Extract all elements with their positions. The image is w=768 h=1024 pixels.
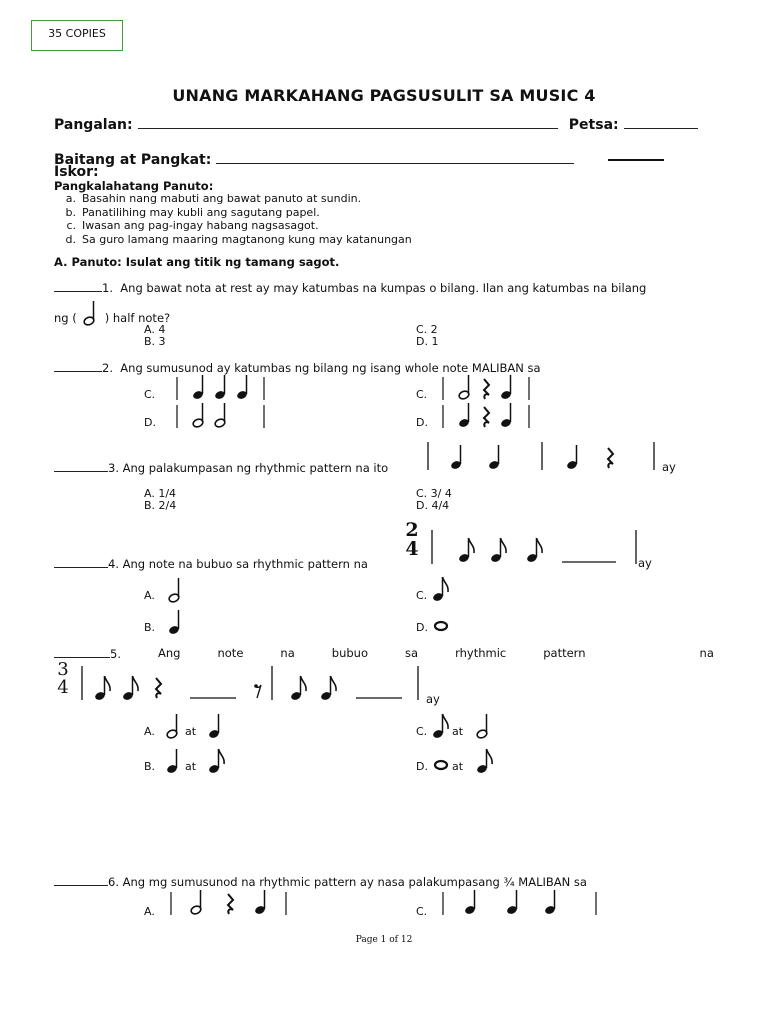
- q4-option-b: B.: [144, 621, 156, 634]
- eighth-note-icon: [204, 741, 234, 771]
- directions-list: [50, 192, 412, 246]
- q3-option-a: A. 1/4: [144, 487, 177, 500]
- q3-ay: ay: [662, 460, 676, 474]
- q3-option-b: B. 2/4: [144, 499, 177, 512]
- q4-rhythm-pattern: [424, 526, 654, 570]
- q5-option-a: A.: [144, 725, 155, 738]
- q5-option-b: B.: [144, 760, 156, 773]
- q4-option-d: D.: [416, 621, 428, 634]
- copies-label: 35 COPIES: [48, 27, 106, 40]
- date-label: Petsa: [568, 117, 614, 133]
- quarter-note-icon: [160, 606, 190, 636]
- score-label: Iskor:: [54, 164, 99, 180]
- q5-b-at: at: [185, 760, 197, 773]
- answer-blank[interactable]: [54, 556, 108, 568]
- grade-field[interactable]: [216, 150, 574, 164]
- q5-ay: ay: [426, 692, 440, 706]
- q5-c-at: at: [452, 725, 464, 738]
- q4-option-a: A.: [144, 589, 155, 602]
- date-field[interactable]: [624, 115, 698, 129]
- q3-option-d: D. 4/4: [416, 499, 450, 512]
- directions-heading: Pangkalahatang Panuto:: [54, 179, 214, 193]
- quarter-note-icon: [162, 745, 186, 775]
- score-field[interactable]: [608, 159, 664, 161]
- q6-a-notation: [164, 889, 294, 919]
- name-field[interactable]: [138, 115, 558, 129]
- q3-option-c: C. 3/ 4: [416, 487, 452, 500]
- half-note-icon: [160, 574, 190, 604]
- copies-box: [31, 20, 123, 51]
- answer-blank[interactable]: [54, 646, 110, 658]
- list-item: a. Basahin nang mabuti ang bawat panuto at sundin.: [65, 192, 362, 205]
- q2-option-d1: D.: [144, 416, 156, 429]
- question-3: 3. Ang palakumpasan ng rhythmic pattern na ito: [54, 460, 388, 475]
- list-item: c. Iwasan ang pag-ingay habang nagsasagot.: [66, 219, 319, 232]
- name-label: Pangalan:: [54, 117, 133, 133]
- q5-rhythm-pattern: [74, 662, 434, 706]
- name-row: Pangalan: Petsa:: [54, 114, 734, 133]
- q5-time-signature: 3 4: [57, 659, 69, 698]
- q2-option-d2: D.: [416, 416, 428, 429]
- quarter-note-icon: [204, 710, 228, 740]
- q1-option-d: D. 1: [416, 335, 439, 348]
- answer-blank[interactable]: [54, 874, 108, 886]
- q6-option-a: A.: [144, 905, 155, 918]
- q4-time-signature: 2 4: [405, 519, 419, 560]
- q6-c-notation: [436, 889, 606, 919]
- grade-label: Baitang at Pangkat: [54, 152, 206, 168]
- question-6: 6. Ang mg sumusunod na rhythmic pattern ay nasa palakumpasang ¾ MALIBAN sa: [54, 874, 587, 889]
- eighth-note-icon: [472, 741, 502, 771]
- q5-option-d: D.: [416, 760, 428, 773]
- q1-option-a: A. 4: [144, 323, 166, 336]
- half-note-icon: [162, 710, 186, 740]
- q5-d-at: at: [452, 760, 464, 773]
- q4-option-c: C.: [416, 589, 428, 602]
- q1-option-b: B. 3: [144, 335, 166, 348]
- q3-rhythm-pattern: [420, 438, 670, 474]
- q2-option-c2: C.: [416, 388, 428, 401]
- q2-c1-notation: [170, 374, 280, 404]
- q2-d2-notation: [436, 402, 546, 432]
- half-note-icon: [80, 302, 104, 328]
- q5-a-at: at: [185, 725, 197, 738]
- q5-option-c: C.: [416, 725, 428, 738]
- question-1-cont: ng ( ) half note?: [54, 311, 171, 325]
- section-a-heading: A. Panuto: Isulat ang titik ng tamang sagot.: [54, 255, 340, 269]
- half-note-icon: [472, 710, 496, 740]
- answer-blank[interactable]: [54, 460, 108, 472]
- q4-ay: ay: [638, 556, 652, 570]
- list-item: b. Panatilihing may kubli ang sagutang papel.: [65, 205, 320, 219]
- page-footer: Page 1 of 12: [355, 935, 413, 945]
- list-item: d. Sa guro lamang maaring magtanong kung may katanungan: [65, 232, 412, 246]
- eighth-note-icon: [428, 571, 458, 601]
- q1-option-c: C. 2: [416, 323, 438, 336]
- answer-blank[interactable]: [54, 360, 102, 372]
- q2-option-c1: C.: [144, 388, 156, 401]
- page-title: UNANG MARKAHANG PAGSUSULIT SA MUSIC 4: [172, 86, 596, 105]
- question-5: 5. Ang note na bubuo sa rhythmic pattern na: [54, 646, 714, 661]
- grade-row: Baitang at Pangkat:: [54, 149, 734, 168]
- question-1: 1. Ang bawat nota at rest ay may katumbas na kumpas o bilang. Ilan ang katumbas na bilang: [54, 280, 646, 295]
- answer-blank[interactable]: [54, 280, 102, 292]
- q2-d1-notation: [170, 402, 280, 432]
- whole-note-icon: [430, 614, 460, 634]
- question-4: 4. Ang note na bubuo sa rhythmic pattern na: [54, 556, 368, 571]
- q2-c2-notation: [436, 374, 546, 404]
- q6-option-c: C.: [416, 905, 428, 918]
- question-2: 2. Ang sumusunod ay katumbas ng bilang ng isang whole note MALIBAN sa: [54, 360, 541, 375]
